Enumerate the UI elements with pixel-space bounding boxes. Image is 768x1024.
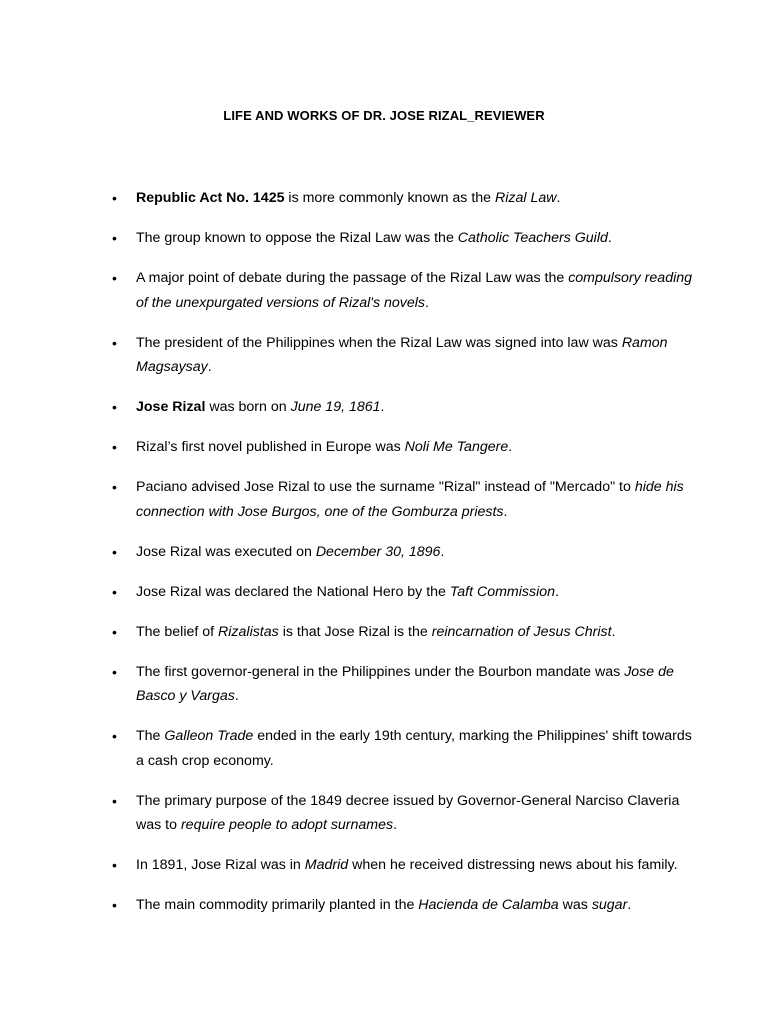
bold-text: Republic Act No. 1425 — [136, 190, 285, 206]
italic-text: December 30, 1896 — [315, 543, 441, 560]
list-item-text — [136, 399, 384, 415]
italic-text: Hacienda de Calamba — [418, 897, 559, 913]
text-run: The belief of — [136, 623, 219, 640]
bullet-marker: • — [112, 728, 117, 744]
list-item-text — [136, 190, 560, 206]
text-run: Paciano advised Jose Rizal to use the surname "Rizal" instead of "Mercado" to — [136, 479, 635, 495]
list-item-text — [136, 270, 692, 311]
italic-text: hide his connection with Jose Burgos, one of the Gomburza priests — [136, 479, 684, 520]
italic-text: Galleon Trade — [164, 728, 254, 744]
text-run: The primary purpose of the 1849 decree issued by Governor-General Narciso Claveria was to — [136, 792, 680, 833]
italic-text: require people to adopt surnames — [180, 817, 394, 833]
italic-text: reincarnation of Jesus Christ — [431, 623, 612, 640]
bold-text: Jose Rizal — [136, 399, 206, 415]
text-run: . — [393, 817, 398, 833]
list-item — [112, 226, 692, 251]
text-run: . — [627, 897, 632, 913]
italic-text: Noli Me Tangere — [404, 439, 509, 455]
list-item-text — [136, 439, 512, 455]
list-item-text — [136, 479, 684, 520]
list-item — [112, 893, 692, 918]
text-run: . — [611, 623, 616, 640]
text-run: when he received distressing news about his family. — [348, 857, 678, 873]
text-run: . — [607, 230, 612, 246]
list-item-text — [136, 335, 668, 376]
text-run: was — [558, 897, 592, 913]
list-item-text — [136, 544, 444, 560]
text-run: . — [555, 583, 559, 600]
text-run: . — [556, 190, 561, 206]
text-run: Jose Rizal was declared the National Hero by the — [136, 583, 450, 600]
list-item — [112, 186, 692, 211]
list-item-text — [136, 664, 674, 705]
document-title: LIFE AND WORKS OF DR. JOSE RIZAL_REVIEWER — [223, 108, 545, 123]
list-item — [112, 540, 692, 565]
list-item-text — [136, 584, 559, 600]
text-run: Jose Rizal was executed on — [136, 543, 316, 560]
text-run: The main commodity primarily planted in the — [136, 897, 419, 913]
italic-text: Jose de Basco y Vargas — [136, 663, 674, 704]
bullet-marker: • — [112, 583, 117, 600]
bullet-marker: • — [112, 399, 117, 415]
list-item — [112, 789, 692, 838]
list-item — [112, 331, 692, 380]
list-item-text — [136, 624, 615, 640]
bullet-marker: • — [112, 623, 117, 640]
list-item — [112, 580, 692, 605]
text-run: The president of the Philippines when the Rizal Law was signed into law was — [136, 334, 622, 351]
text-run: . — [503, 503, 508, 520]
list-item — [112, 724, 692, 773]
italic-text: Taft Commission — [449, 583, 555, 600]
list-item-text — [136, 230, 612, 246]
italic-text: Ramon Magsaysay — [136, 334, 668, 375]
bullet-marker: • — [112, 543, 117, 560]
italic-text: sugar — [591, 897, 628, 913]
bullet-marker: • — [112, 270, 117, 286]
italic-text: Catholic Teachers Guild — [457, 230, 608, 246]
italic-text: June 19, 1861 — [290, 399, 381, 415]
text-run: . — [440, 543, 445, 560]
bullet-marker: • — [112, 230, 117, 246]
text-run: . — [234, 688, 239, 704]
list-item — [112, 620, 692, 645]
bullet-marker: • — [112, 857, 117, 873]
text-run: The group known to oppose the Rizal Law was the — [136, 230, 458, 246]
bullet-marker: • — [112, 439, 117, 455]
italic-text: compulsory reading of the unexpurgated versions of Rizal's novels — [136, 270, 693, 311]
italic-text: Rizal Law — [495, 190, 557, 206]
list-item — [112, 475, 692, 524]
text-run: was born on — [205, 399, 291, 415]
text-run: Rizal’s first novel published in Europe was — [136, 439, 405, 455]
text-run: . — [380, 399, 385, 415]
list-item — [112, 435, 692, 460]
bullet-marker: • — [112, 479, 117, 495]
text-run: ended in the early 19th century, marking the Philippines' shift towards a cash crop economy. — [136, 728, 692, 769]
bullet-marker: • — [112, 334, 117, 351]
text-run: In 1891, Jose Rizal was in — [136, 857, 305, 873]
list-item — [112, 266, 692, 315]
list-item — [112, 853, 692, 878]
list-item-text — [136, 897, 631, 913]
list-item-text — [136, 793, 679, 834]
text-run: The — [136, 728, 165, 744]
bullet-list — [112, 186, 692, 933]
text-run: . — [508, 439, 513, 455]
bullet-marker: • — [112, 897, 117, 913]
text-run: . — [425, 294, 429, 311]
text-run: is more commonly known as the — [284, 190, 496, 206]
italic-text: Rizalistas — [218, 623, 279, 640]
list-item-text — [136, 857, 678, 873]
list-item — [112, 660, 692, 709]
italic-text: Madrid — [304, 857, 349, 873]
bullet-marker: • — [112, 792, 117, 809]
text-run: is that Jose Rizal is the — [278, 623, 432, 640]
text-run: . — [207, 359, 212, 375]
text-run: The first governor-general in the Philippines under the Bourbon mandate was — [136, 663, 625, 680]
bullet-marker: • — [112, 190, 117, 206]
text-run: A major point of debate during the passage of the Rizal Law was the — [136, 270, 569, 286]
list-item-text — [136, 728, 692, 769]
bullet-marker: • — [112, 663, 117, 680]
list-item — [112, 395, 692, 420]
